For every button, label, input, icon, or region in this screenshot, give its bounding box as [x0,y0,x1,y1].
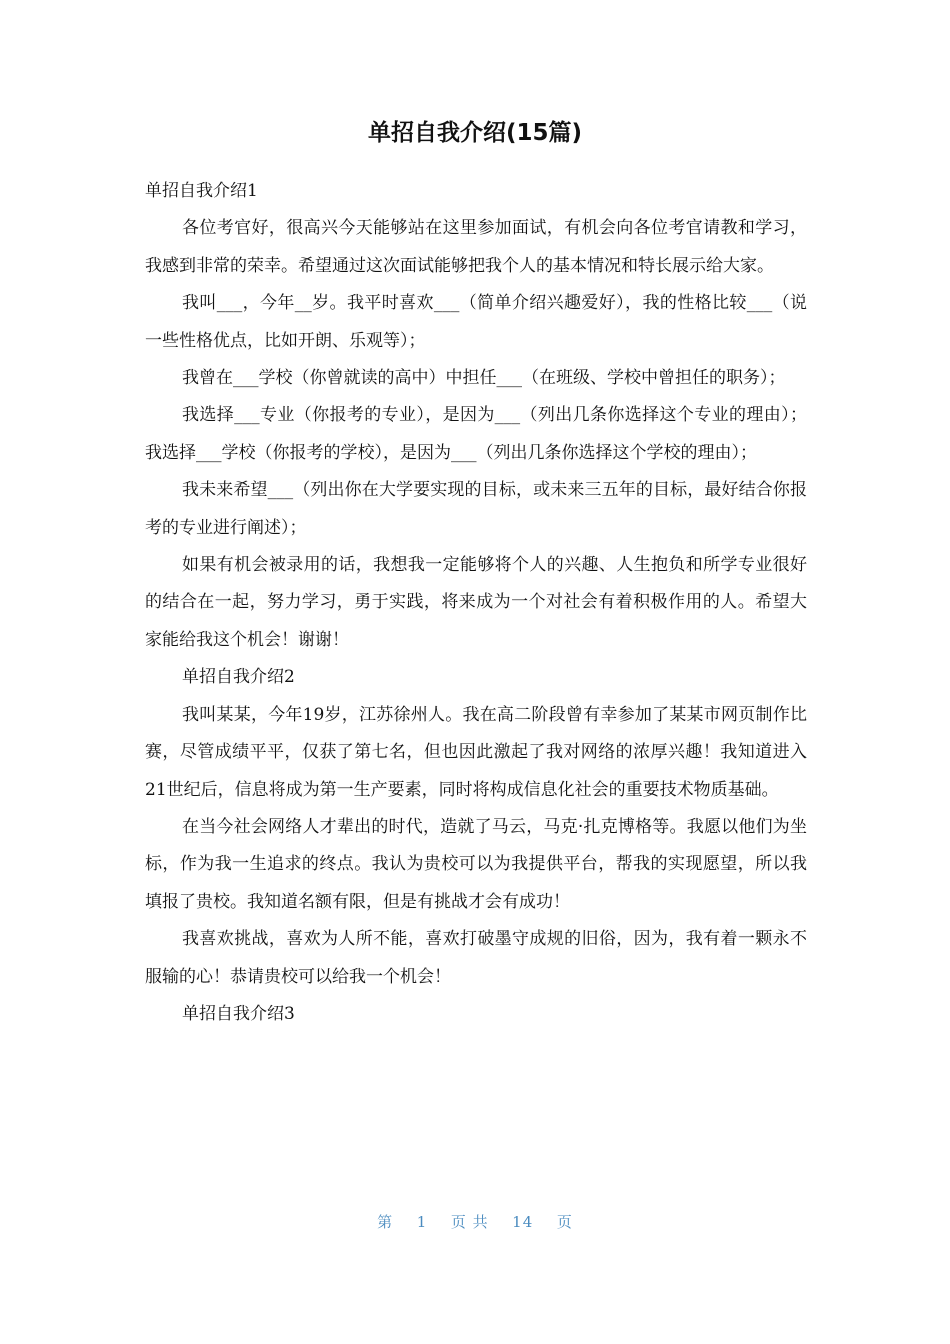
footer-di: 第 [377,1213,394,1231]
paragraph: 我未来希望___（列出你在大学要实现的目标，或未来三五年的目标，最好结合你报考的专业进行阐述）； [145,480,807,538]
page-footer [0,1210,950,1234]
footer-ye: 页 [556,1213,573,1231]
paragraph: 各位考官好，很高兴今天能够站在这里参加面试，有机会向各位考官请教和学习，我感到非常的荣幸。希望通过这次面试能够把我个人的基本情况和特长展示给大家。 [145,218,807,276]
footer-current-page: 1 [416,1213,428,1231]
paragraph: 我叫___，今年__岁。我平时喜欢___（简单介绍兴趣爱好），我的性格比较___（说一些性格优点，比如开朗、乐观等）； [145,293,807,351]
document-body [145,173,807,1033]
paragraph: 我曾在___学校（你曾就读的高中）中担任___（在班级、学校中曾担任的职务）； [182,368,786,389]
paragraph: 我选择___专业（你报考的专业），是因为___（列出几条你选择这个专业的理由）；我选择___学校（你报考的学校），是因为___（列出几条你选择这个学校的理由）； [145,405,807,463]
document-title: 单招自我介绍(15篇) [367,120,583,146]
footer-total-pages: 14 [512,1213,534,1231]
paragraph: 我叫某某，今年19岁，江苏徐州人。我在高二阶段曾有幸参加了某某市网页制作比赛，尽管成绩平平，仅获了第七名，但也因此激起了我对网络的浓厚兴趣！我知道进入21世纪后，信息将成为第一生产要素，同时将构成信息化社会的重要技术物质基础。 [145,704,807,800]
section-heading-2: 单招自我介绍2 [182,667,295,688]
paragraph: 我喜欢挑战，喜欢为人所不能，喜欢打破墨守成规的旧俗，因为，我有着一颗永不服输的心！恭请贵校可以给我一个机会！ [145,929,807,987]
paragraph: 在当今社会网络人才辈出的时代，造就了马云，马克·扎克博格等。我愿以他们为坐标，作为我一生追求的终点。我认为贵校可以为我提供平台，帮我的实现愿望，所以我填报了贵校。我知道名额有限，但是有挑战才会有成功！ [145,816,807,912]
paragraph: 如果有机会被录用的话，我想我一定能够将个人的兴趣、人生抱负和所学专业很好的结合在一起，努力学习，勇于实践，将来成为一个对社会有着积极作用的人。希望大家能给我这个机会！谢谢！ [145,555,807,650]
section-heading-3: 单招自我介绍3 [182,1003,295,1024]
section-heading-1: 单招自我介绍1 [145,181,258,201]
footer-ye-gong: 页 共 [450,1213,489,1231]
